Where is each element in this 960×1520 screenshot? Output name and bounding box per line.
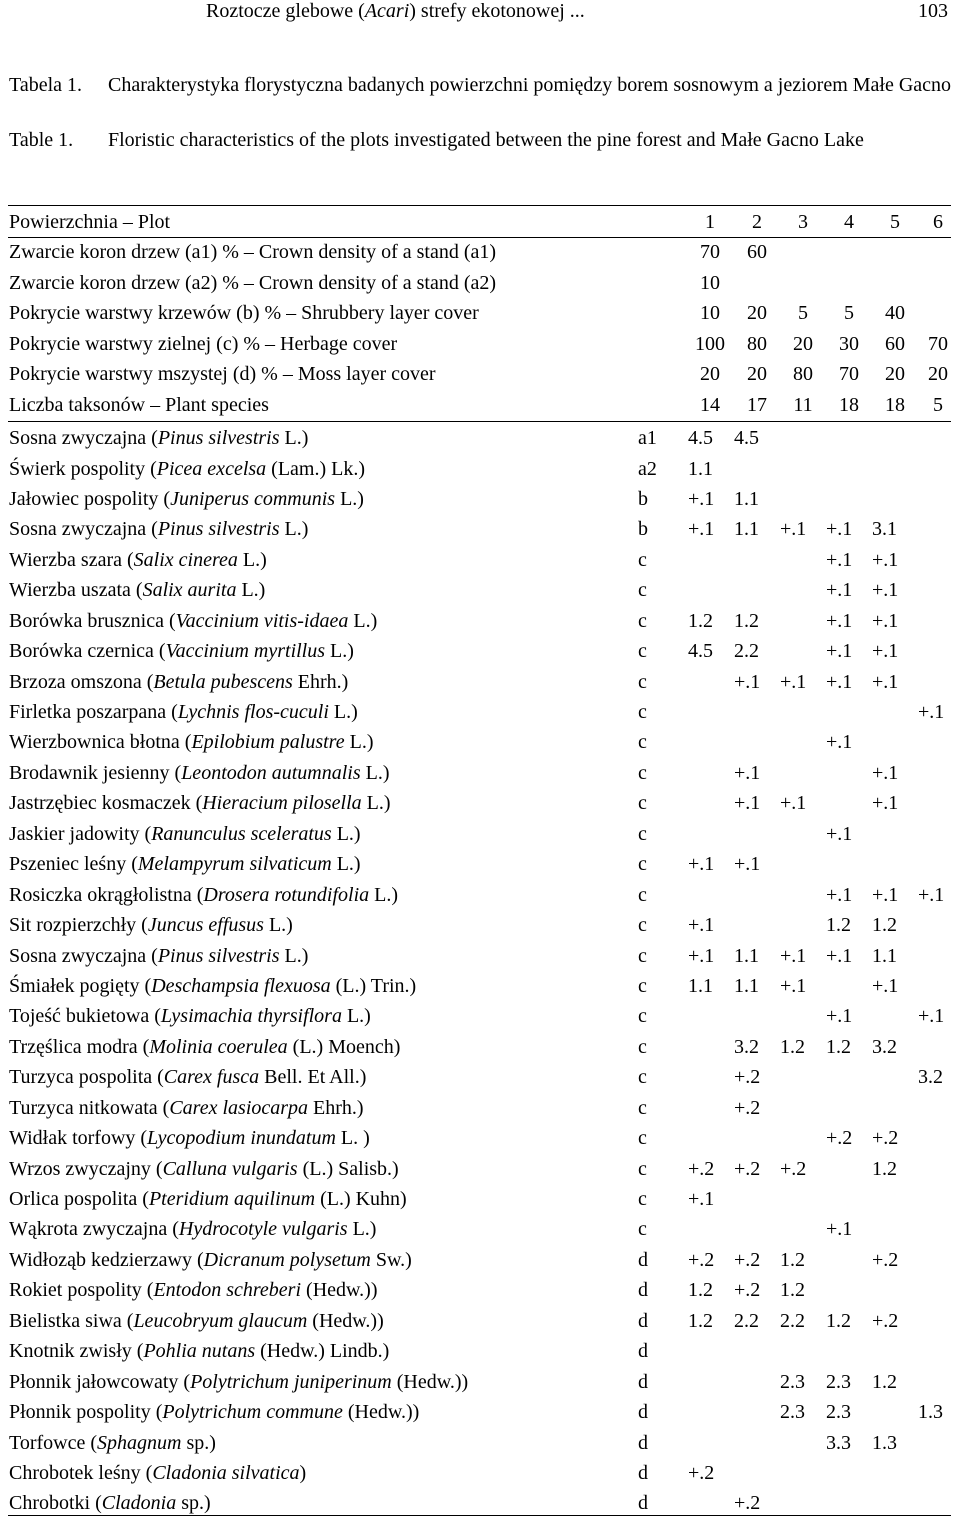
layer-code: c: [638, 1127, 647, 1150]
summary-cell: 20: [747, 302, 767, 325]
species-name: Płonnik jałowcowaty (Polytrichum juniperinum (Hedw.)): [9, 1370, 469, 1393]
cover-cell: 2.2: [734, 1309, 759, 1332]
summary-rows: [8, 237, 951, 420]
cover-cell: 3.2: [918, 1066, 943, 1089]
species-name: Orlica pospolita (Pteridium aquilinum (L.) Kuhn): [9, 1188, 407, 1210]
cover-cell: 3.1: [872, 518, 897, 541]
species-name: Bielistka siwa (Leucobryum glaucum (Hedw.)): [9, 1309, 384, 1332]
layer-code: c: [638, 731, 647, 754]
layer-code: d: [638, 1309, 648, 1332]
summary-cell: 30: [839, 332, 859, 355]
cover-cell: +.1: [688, 1188, 715, 1210]
cover-cell: 2.3: [780, 1401, 805, 1424]
caption-label: Tabela 1.: [9, 74, 83, 96]
summary-row: [8, 237, 951, 267]
cover-cell: 2.2: [734, 640, 759, 663]
layer-code: c: [638, 822, 647, 845]
species-row: [8, 1367, 951, 1397]
layer-code: c: [638, 1035, 647, 1058]
cover-cell: 4.5: [688, 640, 713, 663]
plot-header: 1: [705, 211, 715, 233]
species-row: [8, 1062, 951, 1092]
cover-cell: +.1: [780, 974, 807, 997]
summary-cell: 10: [700, 271, 720, 294]
cover-cell: +.2: [734, 1157, 761, 1180]
cover-cell: +.1: [872, 640, 899, 663]
cover-cell: +.1: [872, 883, 899, 906]
summary-cell: 70: [928, 332, 948, 355]
summary-label: Liczba taksonów – Plant species: [9, 393, 269, 416]
species-name: Wąkrota zwyczajna (Hydrocotyle vulgaris L.): [9, 1218, 377, 1241]
species-name: Borówka brusznica (Vaccinium vitis-idaea L.): [9, 609, 378, 632]
layer-code: c: [638, 853, 647, 876]
species-name: Jastrzębiec kosmaczek (Hieracium pilosella L.): [9, 792, 391, 815]
summary-cell: 17: [747, 393, 767, 416]
running-head-title: Roztocze glebowe (Acari) strefy ekotonowej ...: [206, 0, 585, 22]
summary-cell: 40: [885, 302, 905, 325]
summary-label: Zwarcie koron drzew (a1) % – Crown density of a stand (a1): [9, 241, 497, 264]
cover-cell: +.1: [688, 944, 715, 967]
cover-cell: +.1: [826, 944, 853, 967]
cover-cell: 1.2: [734, 609, 759, 632]
cover-cell: +.1: [872, 761, 899, 784]
species-name: Jaskier jadowity (Ranunculus sceleratus L.): [9, 822, 361, 845]
header-label: Powierzchnia – Plot: [9, 211, 171, 233]
cover-cell: 1.2: [826, 1035, 851, 1058]
cover-cell: +.1: [826, 670, 853, 693]
layer-code: c: [638, 1005, 647, 1028]
layer-code: c: [638, 914, 647, 937]
summary-cell: 18: [839, 393, 859, 416]
summary-cell: 18: [885, 393, 905, 416]
species-name: Sosna zwyczajna (Pinus silvestris L.): [9, 427, 309, 450]
species-row: [8, 1154, 951, 1184]
cover-cell: +.1: [688, 853, 715, 876]
cover-cell: 3.3: [826, 1431, 851, 1454]
species-row: [8, 1458, 951, 1488]
species-rows: [8, 423, 951, 1519]
cover-cell: +.1: [780, 518, 807, 541]
summary-row: [8, 329, 951, 359]
species-row: [8, 514, 951, 544]
species-row: [8, 1336, 951, 1366]
species-name: Świerk pospolity (Picea excelsa (Lam.) Lk.): [9, 457, 366, 480]
species-name: Chrobotki (Cladonia sp.): [9, 1492, 211, 1515]
species-name: Jałowiec pospolity (Juniperus communis L.): [9, 487, 364, 510]
cover-cell: 3.2: [734, 1035, 759, 1058]
cover-cell: +.1: [872, 974, 899, 997]
layer-code: d: [638, 1370, 648, 1393]
cover-cell: 2.3: [780, 1370, 805, 1393]
layer-code: c: [638, 883, 647, 906]
species-row: [8, 971, 951, 1001]
cover-cell: +.1: [734, 761, 761, 784]
species-row: [8, 545, 951, 575]
species-row: [8, 575, 951, 605]
cover-cell: +.1: [780, 792, 807, 815]
cover-cell: +.1: [872, 670, 899, 693]
species-name: Brodawnik jesienny (Leontodon autumnalis L.): [9, 761, 390, 784]
species-name: Wierzba uszata (Salix aurita L.): [9, 579, 266, 602]
species-name: Chrobotek leśny (Cladonia silvatica): [9, 1461, 307, 1484]
species-row: [8, 1306, 951, 1336]
layer-code: c: [638, 579, 647, 602]
cover-cell: +.1: [780, 670, 807, 693]
cover-cell: 1.1: [734, 518, 759, 541]
species-row: [8, 819, 951, 849]
layer-code: c: [638, 1096, 647, 1119]
cover-cell: +.1: [872, 548, 899, 571]
species-name: Sosna zwyczajna (Pinus silvestris L.): [9, 944, 309, 967]
cover-cell: +.1: [826, 548, 853, 571]
cover-cell: 2.2: [780, 1309, 805, 1332]
plot-header: 5: [890, 211, 900, 233]
layer-code: c: [638, 1218, 647, 1241]
table-header-row: [8, 207, 951, 237]
cover-cell: 1.1: [734, 974, 759, 997]
cover-cell: +.1: [826, 640, 853, 663]
cover-cell: +.1: [688, 518, 715, 541]
layer-code: c: [638, 701, 647, 723]
summary-row: [8, 359, 951, 389]
cover-cell: +.1: [826, 609, 853, 632]
summary-cell: 20: [928, 363, 948, 386]
layer-code: c: [638, 609, 647, 632]
species-row: [8, 910, 951, 940]
cover-cell: +.1: [826, 518, 853, 541]
cover-cell: 1.2: [780, 1248, 805, 1271]
layer-code: b: [638, 487, 648, 510]
species-name: Borówka czernica (Vaccinium myrtillus L.): [9, 640, 354, 663]
layer-code: c: [638, 640, 647, 663]
table-top-rule: [8, 205, 951, 206]
species-row: [8, 1428, 951, 1458]
summary-cell: 80: [747, 332, 767, 355]
plot-header: 4: [844, 211, 854, 233]
plot-header: 6: [933, 211, 943, 233]
cover-cell: +.1: [872, 792, 899, 815]
species-row: [8, 667, 951, 697]
cover-cell: 1.2: [826, 1309, 851, 1332]
caption-label: Table 1.: [9, 129, 74, 151]
species-name: Płonnik pospolity (Polytrichum commune (Hedw.)): [9, 1401, 420, 1424]
cover-cell: +.2: [688, 1157, 715, 1180]
summary-label: Zwarcie koron drzew (a2) % – Crown density of a stand (a2): [9, 271, 497, 294]
layer-code: c: [638, 974, 647, 997]
caption-polish: [9, 71, 955, 127]
layer-code: c: [638, 670, 647, 693]
cover-cell: +.2: [826, 1127, 853, 1150]
cover-cell: +.1: [826, 1005, 853, 1028]
cover-cell: +.1: [826, 579, 853, 602]
cover-cell: 1.2: [688, 1279, 713, 1302]
species-name: Widłak torfowy (Lycopodium inundatum L. ): [9, 1127, 370, 1150]
species-name: Rokiet pospolity (Entodon schreberi (Hedw.)): [9, 1279, 378, 1302]
cover-cell: +.1: [688, 914, 715, 937]
cover-cell: +.1: [872, 579, 899, 602]
cover-cell: 1.3: [918, 1401, 943, 1424]
summary-cell: 14: [700, 393, 720, 416]
layer-code: d: [638, 1492, 648, 1515]
layer-code: d: [638, 1431, 648, 1454]
summary-cell: 80: [793, 363, 813, 386]
cover-cell: +.1: [780, 944, 807, 967]
cover-cell: +.1: [826, 731, 853, 754]
layer-code: d: [638, 1461, 648, 1484]
cover-cell: +.1: [734, 853, 761, 876]
cover-cell: 1.2: [872, 1157, 897, 1180]
species-row: [8, 727, 951, 757]
cover-cell: 1.2: [780, 1035, 805, 1058]
species-name: Trzęślica modra (Molinia coerulea (L.) Moench): [9, 1035, 401, 1058]
species-row: [8, 1184, 951, 1214]
species-name: Wierzba szara (Salix cinerea L.): [9, 548, 267, 571]
cover-cell: +.2: [734, 1492, 761, 1515]
species-row: [8, 636, 951, 666]
cover-cell: +.2: [734, 1066, 761, 1089]
plot-header: 3: [798, 211, 808, 233]
layer-code: d: [638, 1340, 648, 1363]
species-name: Torfowce (Sphagnum sp.): [9, 1431, 216, 1454]
species-name: Firletka poszarpana (Lychnis flos-cuculi L.): [9, 701, 358, 723]
species-row: [8, 1245, 951, 1275]
species-row: [8, 1123, 951, 1153]
summary-cell: 5: [933, 393, 943, 416]
layer-code: d: [638, 1401, 648, 1424]
summary-cell: 20: [700, 363, 720, 386]
species-name: Widłoząb kedzierzawy (Dicranum polysetum Sw.): [9, 1248, 412, 1271]
cover-cell: 4.5: [688, 427, 713, 450]
cover-cell: +.1: [826, 1218, 853, 1241]
cover-cell: +.2: [734, 1096, 761, 1119]
cover-cell: +.2: [688, 1461, 715, 1484]
layer-code: a1: [638, 427, 657, 450]
species-name: Wrzos zwyczajny (Calluna vulgaris (L.) Salisb.): [9, 1157, 399, 1180]
species-row: [8, 788, 951, 818]
summary-cell: 20: [747, 363, 767, 386]
summary-cell: 5: [798, 302, 808, 325]
species-name: Sosna zwyczajna (Pinus silvestris L.): [9, 518, 309, 541]
summary-cell: 60: [885, 332, 905, 355]
species-row: [8, 849, 951, 879]
cover-cell: +.2: [872, 1127, 899, 1150]
cover-cell: +.1: [734, 670, 761, 693]
cover-cell: +.1: [918, 701, 945, 723]
caption-text: Charakterystyka florystyczna badanych powierzchni pomiędzy borem sosnowym a jeziorem Małe Gacno: [108, 74, 952, 96]
cover-cell: +.2: [688, 1248, 715, 1271]
species-row: [8, 606, 951, 636]
summary-row: [8, 298, 951, 328]
layer-code: c: [638, 1066, 647, 1089]
species-row: [8, 880, 951, 910]
cover-cell: +.1: [734, 792, 761, 815]
cover-cell: +.1: [918, 883, 945, 906]
species-row: [8, 1275, 951, 1305]
summary-label: Pokrycie warstwy zielnej (c) % – Herbage cover: [9, 332, 398, 355]
layer-code: c: [638, 1188, 647, 1210]
summary-cell: 10: [700, 302, 720, 325]
cover-cell: 1.1: [734, 944, 759, 967]
layer-code: c: [638, 548, 647, 571]
species-name: Turzyca nitkowata (Carex lasiocarpa Ehrh.): [9, 1096, 364, 1119]
species-row: [8, 1001, 951, 1031]
caption-text: Floristic characteristics of the plots investigated between the pine forest and Małe Gacno Lake: [108, 129, 864, 151]
caption-english: [9, 126, 955, 182]
species-row: [8, 1488, 951, 1518]
summary-cell: 20: [793, 332, 813, 355]
layer-code: c: [638, 944, 647, 967]
cover-cell: +.1: [872, 609, 899, 632]
cover-cell: 1.2: [780, 1279, 805, 1302]
species-name: Sit rozpierzchły (Juncus effusus L.): [9, 914, 293, 937]
species-row: [8, 484, 951, 514]
layer-code: d: [638, 1279, 648, 1302]
layer-code: c: [638, 761, 647, 784]
layer-code: c: [638, 792, 647, 815]
summary-row: [8, 268, 951, 298]
cover-cell: +.2: [780, 1157, 807, 1180]
species-name: Wierzbownica błotna (Epilobium palustre L.): [9, 731, 374, 754]
species-row: [8, 941, 951, 971]
cover-cell: +.1: [826, 883, 853, 906]
summary-cell: 60: [747, 241, 767, 264]
cover-cell: 1.1: [872, 944, 897, 967]
cover-cell: 3.2: [872, 1035, 897, 1058]
summary-cell: 100: [695, 332, 725, 355]
species-name: Brzoza omszona (Betula pubescens Ehrh.): [9, 670, 349, 693]
species-name: Tojeść bukietowa (Lysimachia thyrsiflora L.): [9, 1005, 371, 1028]
summary-row: [8, 390, 951, 420]
cover-cell: +.2: [734, 1279, 761, 1302]
summary-label: Pokrycie warstwy mszystej (d) % – Moss layer cover: [9, 363, 436, 386]
species-name: Pszeniec leśny (Melampyrum silvaticum L.): [9, 853, 361, 876]
layer-code: a2: [638, 457, 657, 480]
floristic-table: [8, 207, 951, 1519]
species-row: [8, 1093, 951, 1123]
layer-code: c: [638, 1157, 647, 1180]
cover-cell: 1.1: [688, 974, 713, 997]
cover-cell: +.1: [688, 487, 715, 510]
cover-cell: +.2: [872, 1309, 899, 1332]
page-number: 103: [918, 0, 948, 22]
cover-cell: 1.2: [872, 914, 897, 937]
layer-code: d: [638, 1248, 648, 1271]
summary-cell: 11: [793, 393, 813, 416]
layer-code: b: [638, 518, 648, 541]
running-head: [0, 0, 960, 30]
species-row: [8, 1397, 951, 1427]
plot-header: 2: [752, 211, 762, 233]
summary-cell: 5: [844, 302, 854, 325]
species-name: Turzyca pospolita (Carex fusca Bell. Et All.): [9, 1066, 367, 1089]
cover-cell: 2.3: [826, 1401, 851, 1424]
species-row: [8, 1032, 951, 1062]
cover-cell: +.1: [826, 822, 853, 845]
species-row: [8, 454, 951, 484]
cover-cell: 1.2: [872, 1370, 897, 1393]
cover-cell: +.1: [918, 1005, 945, 1028]
species-name: Rosiczka okrągłolistna (Drosera rotundifolia L.): [9, 883, 399, 906]
cover-cell: 1.1: [688, 457, 713, 480]
cover-cell: 1.2: [826, 914, 851, 937]
summary-cell: 70: [839, 363, 859, 386]
species-row: [8, 697, 951, 727]
summary-label: Pokrycie warstwy krzewów (b) % – Shrubbery layer cover: [9, 302, 479, 325]
species-row: [8, 423, 951, 453]
cover-cell: 1.1: [734, 487, 759, 510]
cover-cell: +.2: [734, 1248, 761, 1271]
species-row: [8, 758, 951, 788]
cover-cell: 1.2: [688, 609, 713, 632]
cover-cell: 4.5: [734, 427, 759, 450]
summary-cell: 70: [700, 241, 720, 264]
cover-cell: 2.3: [826, 1370, 851, 1393]
cover-cell: 1.2: [688, 1309, 713, 1332]
species-name: Knotnik zwisły (Pohlia nutans (Hedw.) Lindb.): [9, 1340, 390, 1363]
species-name: Śmiałek pogięty (Deschampsia flexuosa (L.) Trin.): [9, 974, 417, 997]
summary-cell: 20: [885, 363, 905, 386]
cover-cell: +.2: [872, 1248, 899, 1271]
species-row: [8, 1214, 951, 1244]
cover-cell: 1.3: [872, 1431, 897, 1454]
